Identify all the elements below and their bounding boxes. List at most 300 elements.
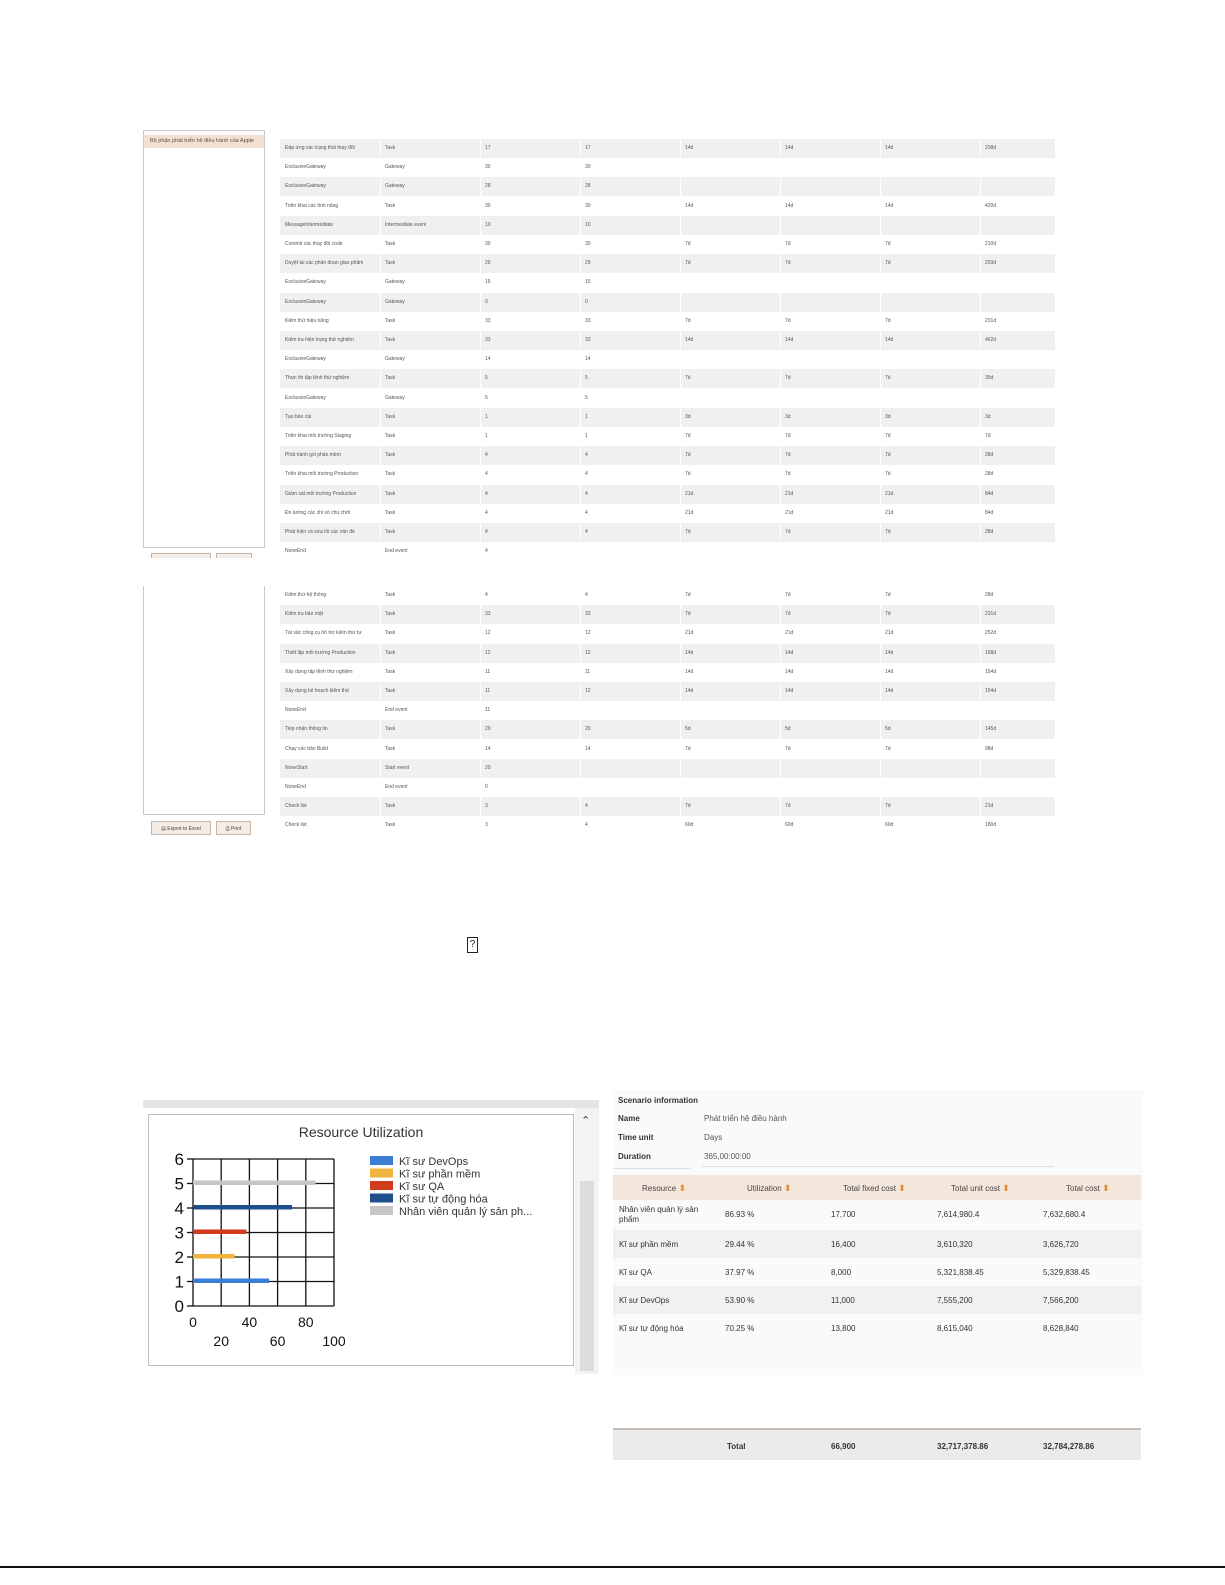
table-cell: Tái sắc công cụ hỗ trợ kiểm thử tự [285, 630, 362, 637]
resource-table-header [613, 1175, 1141, 1200]
resource-cell: 7,632,680.4 [1043, 1210, 1086, 1219]
table-cell: 7d [885, 471, 891, 478]
table-cell: Kiểm thử hệ thống [285, 592, 327, 598]
table-cell: NoneStart [285, 764, 308, 771]
table-cell: 14d [885, 202, 894, 209]
table-cell: 14d [685, 145, 694, 151]
table-cell: Task [385, 433, 396, 439]
table-cell: 7d [785, 433, 791, 439]
table-cell: 5 [485, 375, 488, 382]
header-total-cost[interactable]: Total cost ⬍ [1066, 1183, 1110, 1193]
x-tick-label: 20 [213, 1333, 229, 1349]
table-cell: 7d [785, 375, 791, 382]
table-row[interactable] [280, 427, 1055, 446]
table-cell: 14d [785, 202, 794, 209]
resource-cell: 53.90 % [725, 1296, 755, 1305]
table-cell: 14d [785, 145, 794, 151]
scroll-up-icon[interactable]: ⌃ [581, 1115, 591, 1127]
window-top-bar [143, 1100, 599, 1108]
table-cell: 7d [885, 745, 891, 752]
name-value: Phát triển hệ điều hành [704, 1114, 787, 1123]
table-cell: End event [385, 707, 408, 714]
table-cell: Task [385, 688, 396, 694]
table-cell: 7d [685, 745, 691, 752]
bar-3[interactable] [193, 1230, 247, 1235]
table-cell: NoneEnd [285, 784, 306, 790]
table-cell: 4 [485, 471, 488, 478]
resource-cell: 7,566,200 [1043, 1296, 1079, 1305]
table-cell: 3d [885, 413, 891, 420]
table-row[interactable] [280, 542, 1055, 558]
resource-row[interactable] [613, 1230, 1141, 1258]
table-row[interactable] [280, 740, 1055, 759]
table-cell: Task [385, 592, 396, 598]
table-row[interactable] [280, 624, 1055, 643]
resource-row[interactable] [613, 1314, 1141, 1342]
resource-cell: 8,615,040 [937, 1324, 973, 1333]
table-cell: Task [385, 375, 396, 382]
table-cell: Task [385, 241, 396, 247]
table-cell: 10 [585, 221, 591, 228]
bar-2[interactable] [193, 1254, 235, 1259]
bar-5[interactable] [193, 1181, 316, 1186]
table-cell: Check list [285, 803, 307, 810]
table-cell: 7d [885, 317, 891, 324]
table-cell: 60d [785, 822, 794, 829]
table-cell: 7d [685, 317, 691, 324]
table-cell: Gateway [385, 164, 405, 171]
table-row[interactable] [280, 158, 1055, 177]
table-cell: Xây dựng tập lệnh thử nghiệm [285, 668, 353, 675]
table-row[interactable] [280, 216, 1055, 235]
table-cell: 33 [585, 317, 591, 324]
resource-cell: 16,400 [831, 1240, 856, 1249]
table-cell: 33 [585, 611, 591, 618]
table-cell: 21d [885, 509, 894, 516]
table-cell: Triển khai các tính năng [285, 202, 339, 209]
table-cell: 7d [885, 260, 891, 267]
table-cell: 203d [985, 260, 997, 267]
legend-label: Kĩ sư tự động hóa [399, 1193, 488, 1206]
table-cell: End event [385, 784, 408, 790]
table-cell: 12 [585, 630, 591, 637]
table-cell: 14d [685, 337, 694, 343]
table-cell: 7d [685, 611, 691, 618]
table-cell: 7d [885, 433, 891, 439]
table-cell: Intermediate event [385, 221, 427, 228]
table-row[interactable] [280, 293, 1055, 312]
resource-row[interactable] [613, 1258, 1141, 1286]
table-cell: 7d [785, 529, 791, 535]
table-cell: Tiếp nhận thông tin [285, 726, 328, 733]
excel-icon: ▤ [161, 826, 168, 832]
total-label: Total [727, 1442, 746, 1451]
y-tick-label: 0 [174, 1297, 184, 1316]
x-tick-label: 60 [269, 1333, 286, 1349]
table-row[interactable] [280, 465, 1055, 484]
resource-row[interactable] [613, 1286, 1141, 1314]
table-cell: 12 [585, 688, 591, 694]
table-cell: ExclusiveGateway [285, 394, 326, 401]
table-cell: 14 [585, 745, 591, 752]
table-cell: 21d [685, 490, 694, 497]
x-tick-label: 100 [322, 1333, 346, 1349]
table-cell: Đáp ứng các trạng thái thay đổi [285, 145, 355, 151]
table-row[interactable] [280, 485, 1055, 504]
printer-icon: ⎙ [225, 826, 232, 832]
x-tick-label: 40 [241, 1314, 258, 1330]
table-cell: 4 [485, 592, 488, 598]
table-cell: Check list [285, 822, 307, 829]
name-label: Name [618, 1114, 640, 1123]
table-cell: 7d [785, 317, 791, 324]
table-cell: 4 [485, 529, 488, 535]
total-unit-cost: 32,717,378.86 [937, 1442, 989, 1451]
table-cell: 14d [885, 688, 894, 694]
print-button-stub[interactable] [216, 553, 252, 558]
resource-cell: 3,610,320 [937, 1240, 973, 1249]
table-cell: 10 [485, 221, 491, 228]
resource-cell: 8,000 [831, 1268, 852, 1277]
table-cell: 7d [885, 452, 891, 459]
table-cell: Gateway [385, 394, 405, 401]
table-cell: 21d [885, 490, 894, 497]
table-cell: NoneEnd [285, 548, 306, 555]
table-cell: 21d [785, 509, 794, 516]
table-cell: 30 [585, 164, 591, 171]
resource-cell: 86.93 % [725, 1210, 755, 1219]
table-cell: 0 [485, 784, 488, 790]
table-cell: 7d [685, 592, 691, 598]
table-cell: 231d [985, 611, 997, 618]
table-row[interactable] [280, 273, 1055, 292]
table-cell: MessageIntermediate [285, 221, 334, 228]
header-resource[interactable]: Resource ⬍ [642, 1183, 687, 1193]
table-cell: 7d [785, 592, 791, 598]
export-button-stub[interactable] [151, 553, 211, 558]
total-cost: 32,784,278.86 [1043, 1442, 1095, 1451]
x-tick-label: 0 [189, 1314, 197, 1330]
table-cell: Commit các thay đổi code [285, 241, 343, 247]
table-cell: 28d [985, 592, 994, 598]
legend-swatch [370, 1169, 393, 1178]
table-row[interactable] [280, 408, 1055, 427]
resource-cell: 11,000 [831, 1296, 855, 1305]
table-row[interactable] [280, 816, 1055, 835]
table-row[interactable] [280, 254, 1055, 273]
table-cell: 15 [485, 279, 491, 286]
table-cell: 4 [585, 803, 588, 810]
table-cell: 29 [485, 764, 491, 771]
export-to-excel-button[interactable]: ▤ Export to Excel [151, 821, 211, 835]
table-cell: 30 [585, 241, 591, 247]
table-row[interactable] [280, 235, 1055, 254]
table-cell: Task [385, 202, 396, 209]
table-cell: 7d [685, 260, 691, 267]
y-tick-label: 2 [174, 1248, 184, 1267]
table-cell: 84d [985, 509, 994, 516]
table-cell: 29 [585, 260, 591, 267]
table-cell: 21d [785, 490, 794, 497]
table-cell: 4 [585, 452, 588, 459]
table-cell: 7d [785, 803, 791, 810]
table-row[interactable] [280, 350, 1055, 369]
table-cell: 14d [685, 202, 694, 209]
table-cell: 7d [985, 433, 991, 439]
table-row[interactable] [280, 139, 1055, 158]
process-results-table-lower [280, 586, 1055, 839]
table-row[interactable] [280, 389, 1055, 408]
table-cell: Phát hành gói phần mềm [285, 452, 341, 459]
total-fixed-cost: 66,900 [831, 1442, 856, 1451]
bottom-screenshot [143, 586, 1055, 839]
table-cell: 168d [985, 649, 997, 656]
table-cell: 14 [485, 356, 491, 363]
table-cell: 3d [985, 413, 991, 420]
table-cell: 11 [485, 707, 491, 714]
table-cell: 33 [485, 337, 491, 343]
table-cell: 7d [785, 471, 791, 478]
resource-utilization-chart [149, 1115, 573, 1365]
table-cell: 21d [685, 509, 694, 516]
table-row[interactable] [280, 331, 1055, 350]
table-cell: Tạo bản cài [285, 413, 312, 420]
table-cell: Chạy các bản Build [285, 745, 329, 752]
table-cell: 7d [785, 611, 791, 618]
table-cell: 5 [485, 394, 488, 401]
legend-swatch [370, 1194, 393, 1203]
scenario-panel [613, 1090, 1143, 1451]
table-cell: Triển khai môi trường Staging [285, 433, 352, 439]
legend-swatch [370, 1156, 393, 1165]
table-cell: Task [385, 413, 396, 420]
table-cell: 7d [685, 529, 691, 535]
table-cell: 7d [685, 452, 691, 459]
table-cell: 29 [585, 726, 591, 733]
table-cell: Kiểm tra bảo mật [285, 611, 324, 618]
sort-icon[interactable]: ⬍ [898, 1183, 906, 1193]
vertical-scrollbar[interactable] [575, 1108, 599, 1374]
y-tick-label: 3 [174, 1223, 184, 1243]
table-row[interactable] [280, 663, 1055, 682]
resource-cell: 7,614,980.4 [937, 1210, 980, 1219]
table-cell: Start event [385, 764, 410, 771]
table-cell: 33 [585, 337, 591, 343]
table-cell: 4 [485, 548, 488, 555]
table-cell: 1 [585, 413, 588, 420]
sort-icon[interactable]: ⬍ [783, 1183, 792, 1193]
resource-cell: Nhân viên quản lý sản phẩm [619, 1205, 699, 1224]
table-cell: 7d [885, 375, 891, 382]
table-cell: 14d [885, 668, 894, 675]
table-row[interactable] [280, 369, 1055, 388]
legend-swatch [370, 1181, 393, 1190]
table-cell: 5 [585, 394, 588, 401]
table-row[interactable] [280, 720, 1055, 739]
table-cell: ExclusiveGateway [285, 356, 326, 363]
table-cell: 12 [485, 630, 491, 637]
table-row[interactable] [280, 177, 1055, 196]
table-cell: Task [385, 822, 396, 829]
time-unit-value: Days [704, 1133, 723, 1142]
table-cell: 7d [885, 611, 891, 618]
table-cell: 14d [885, 337, 894, 343]
organization-panel-lower [143, 586, 265, 815]
chart-frame [148, 1114, 574, 1366]
table-cell: 4 [585, 490, 588, 497]
table-cell: Task [385, 611, 396, 618]
resource-cell: 29.44 % [725, 1240, 755, 1249]
table-cell: Task [385, 260, 396, 267]
scenario-title: Scenario information [618, 1096, 699, 1105]
table-cell: Phát hiện và sửa lỗi các vấn đề [285, 529, 355, 535]
table-cell: 1 [485, 413, 488, 420]
bar-4[interactable] [193, 1205, 292, 1210]
table-cell: Duyệt lại các phân đoạn giao phẩm [285, 260, 364, 267]
table-cell: Task [385, 317, 396, 324]
table-row[interactable] [280, 644, 1055, 663]
table-cell: 420d [985, 202, 997, 209]
table-cell: NoneEnd [285, 707, 306, 714]
table-cell: 7d [785, 452, 791, 459]
table-cell: 5d [685, 726, 691, 733]
table-cell: 7d [885, 803, 891, 810]
legend-swatch [370, 1206, 393, 1215]
table-cell: ExclusiveGateway [285, 183, 326, 190]
table-row[interactable] [280, 682, 1055, 701]
table-cell: 180d [985, 822, 997, 829]
table-cell: 21d [785, 630, 794, 637]
table-row[interactable] [280, 504, 1055, 523]
table-cell: 210d [985, 241, 997, 247]
table-cell: 28d [985, 471, 994, 478]
table-cell: 30 [585, 202, 591, 209]
table-cell: 7d [885, 592, 891, 598]
header-total-fixed-cost[interactable]: Total fixed cost ⬍ [843, 1183, 906, 1193]
table-cell: 28d [985, 452, 994, 459]
table-cell: Task [385, 649, 396, 656]
y-tick-label: 5 [174, 1174, 184, 1194]
table-cell: 1 [585, 433, 588, 439]
header-utilization[interactable]: Utilization ⬍ [747, 1183, 792, 1193]
sort-icon[interactable]: ⬍ [678, 1183, 687, 1193]
table-cell: 14 [485, 745, 491, 752]
table-row[interactable] [280, 312, 1055, 331]
table-cell: 4 [585, 471, 588, 478]
table-cell: Task [385, 745, 396, 752]
table-row[interactable] [280, 759, 1055, 778]
print-button[interactable]: ⎙ Print [216, 821, 251, 835]
table-cell: 4 [485, 509, 488, 516]
table-cell: 21d [985, 803, 994, 810]
table-cell: Thiết lập môi trường Production [285, 649, 356, 656]
total-row [613, 1428, 1141, 1460]
duration-label: Duration [618, 1152, 651, 1161]
resource-cell: 13,800 [831, 1324, 856, 1333]
sort-icon[interactable]: ⬍ [1102, 1183, 1110, 1193]
table-cell: 4 [585, 592, 588, 598]
table-cell: Đo lường các chỉ số chủ chốt [285, 509, 350, 516]
table-cell: Task [385, 803, 396, 810]
table-cell: 33 [485, 317, 491, 324]
table-cell: 1 [485, 433, 488, 439]
table-row[interactable] [280, 605, 1055, 624]
table-cell: 252d [985, 630, 997, 637]
table-cell: 28 [485, 183, 491, 190]
table-cell: 154d [985, 668, 997, 675]
missing-image-glyph: ? [467, 937, 478, 953]
table-cell: 30 [485, 202, 491, 209]
table-cell: Task [385, 630, 396, 637]
table-row[interactable] [280, 701, 1055, 720]
table-cell: ExclusiveGateway [285, 279, 326, 286]
resource-cell: Kĩ sư DevOps [619, 1296, 670, 1305]
table-cell: 17 [485, 145, 491, 151]
table-cell: 462d [985, 337, 997, 343]
header-total-unit-cost[interactable]: Total unit cost ⬍ [951, 1183, 1010, 1193]
table-cell: 7d [785, 260, 791, 267]
legend-label: Kĩ sư DevOps [399, 1156, 469, 1168]
table-cell: 14d [885, 649, 894, 656]
table-cell: 21d [885, 630, 894, 637]
scrollbar-thumb[interactable] [580, 1181, 594, 1371]
table-cell: End event [385, 548, 408, 555]
table-cell: Task [385, 337, 396, 343]
table-cell: 29 [485, 726, 491, 733]
table-cell: 145d [985, 726, 997, 733]
table-cell: 14d [785, 688, 794, 694]
x-tick-label: 80 [298, 1314, 314, 1330]
table-cell: Task [385, 668, 396, 675]
resource-cell: 17,700 [831, 1210, 856, 1219]
table-row[interactable] [280, 197, 1055, 216]
table-row[interactable] [280, 778, 1055, 797]
table-cell: 3d [785, 413, 791, 420]
table-cell: 7d [785, 745, 791, 752]
table-cell: Gateway [385, 298, 405, 305]
resource-row[interactable] [613, 1200, 1141, 1228]
table-row[interactable] [280, 523, 1055, 542]
table-cell: 14d [685, 649, 694, 656]
table-cell: 60d [685, 822, 694, 829]
table-cell: Task [385, 529, 396, 535]
table-cell: 7d [685, 375, 691, 382]
resource-cell: 8,628,840 [1043, 1324, 1079, 1333]
duration-value: 365,00:00:00 [704, 1152, 751, 1161]
y-tick-label: 1 [174, 1272, 184, 1292]
table-cell: 7d [685, 241, 691, 247]
table-cell: ExclusiveGateway [285, 164, 326, 171]
table-row[interactable] [280, 446, 1055, 465]
table-cell: 29 [485, 260, 491, 267]
table-cell: 17 [585, 145, 591, 151]
sort-icon[interactable]: ⬍ [1002, 1183, 1010, 1193]
bar-1[interactable] [193, 1279, 269, 1284]
table-cell: 3 [485, 803, 488, 810]
organization-panel [143, 130, 265, 548]
table-cell: 84d [985, 490, 994, 497]
table-cell: 0 [585, 298, 588, 305]
table-cell: 4 [485, 490, 488, 497]
table-row[interactable] [280, 586, 1055, 605]
process-results-table [280, 130, 1055, 558]
table-row[interactable] [280, 797, 1055, 816]
table-cell: 35d [985, 375, 994, 382]
chart-title: Resource Utilization [298, 1124, 424, 1140]
resource-cell: 37.97 % [725, 1268, 755, 1277]
organization-item-selected[interactable]: Bộ phận phát triển hệ điều hành của Apple [144, 135, 264, 148]
table-cell: 154d [985, 688, 997, 694]
